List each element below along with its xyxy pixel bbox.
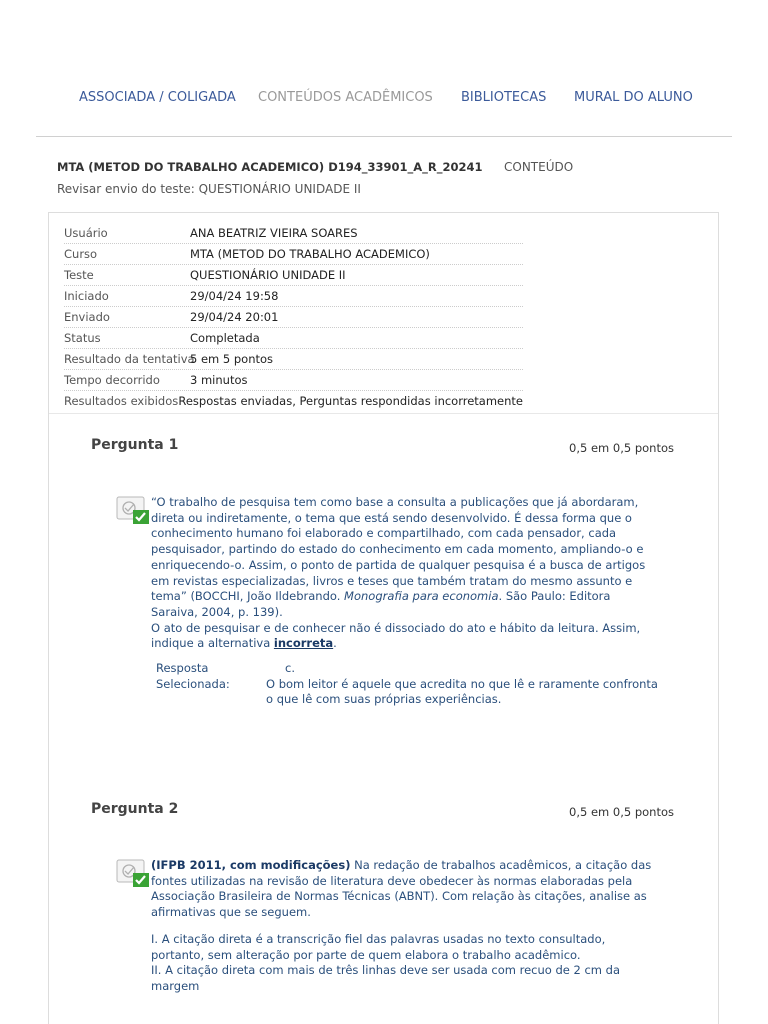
- top-navigation: [0, 0, 768, 137]
- info-value: 29/04/24 19:58: [190, 289, 279, 303]
- info-row-iniciado: [64, 286, 523, 307]
- emphasis-incorreta: incorreta: [273, 636, 334, 651]
- nav-associada-coligada[interactable]: ASSOCIADA / COLIGADA: [79, 90, 236, 105]
- info-value: Completada: [190, 331, 260, 345]
- info-label: Tempo decorrido: [64, 373, 160, 387]
- info-value: ANA BEATRIZ VIEIRA SOARES: [190, 226, 358, 240]
- answer-letter: c.: [285, 661, 295, 675]
- page-title: Revisar envio do teste: QUESTIONÁRIO UNIDADE II: [57, 182, 361, 196]
- nav-bibliotecas[interactable]: BIBLIOTECAS: [461, 90, 547, 105]
- question-2-paragraph: (IFPB 2011, com modificações) Na redação de trabalhos acadêmicos, a citação das fontes utilizadas na revisão de literatura deve obedecer às normas elaboradas pela Associação Brasileira de Normas Técnicas (ABNT). Com relação às citações, analise as afirmativas que se seguem.: [151, 858, 652, 920]
- info-value: Respostas enviadas, Perguntas respondidas incorretamente: [178, 394, 523, 408]
- attempt-info-table: [64, 223, 523, 411]
- info-row-usuario: [64, 223, 523, 244]
- section-divider: [49, 413, 718, 414]
- info-label: Status: [64, 331, 101, 345]
- question-2-item-2: II. A citação direta com mais de três linhas deve ser usada com recuo de 2 cm da margem: [151, 963, 621, 993]
- question-1-text: [151, 495, 659, 652]
- info-value: 5 em 5 pontos: [190, 352, 274, 366]
- info-label: Iniciado: [64, 289, 109, 303]
- question-1-title: Pergunta 1: [91, 437, 179, 453]
- question-2-title: Pergunta 2: [91, 801, 179, 817]
- info-value: QUESTIONÁRIO UNIDADE II: [190, 268, 346, 282]
- question-1-paragraph: “O trabalho de pesquisa tem como base a consulta a publicações que já abordaram, direta ou indiretamente, o tema que está sendo desenvolvido. É dessa forma que o conhecimento humano foi elaborado e compartilhado, com cada pensador, cada pesquisador, partindo do estado do conhecimento em cada momento, ampliando-o e enriquecendo-o. Assim, o ponto de partida de qualquer pesquisa é a busca de artigos em revistas especializadas, livros e teses que também tratam do mesmo assunto e tema” (BOCCHI, João Ildebrando. Monografia para economia. São Paulo: Editora Saraiva, 2004, p. 139).: [151, 495, 646, 619]
- review-panel: [48, 212, 719, 1024]
- answer-text: O bom leitor é aquele que acredita no que lê e raramente confronta o que lê com suas próprias experiências.: [266, 676, 658, 707]
- info-label: Curso: [64, 247, 98, 261]
- correct-answer-icon: [116, 858, 150, 888]
- course-breadcrumb[interactable]: MTA (METOD DO TRABALHO ACADEMICO) D194_33901_A_R_20241: [57, 160, 483, 174]
- nav-mural-do-aluno[interactable]: MURAL DO ALUNO: [574, 90, 693, 105]
- nav-divider: [36, 136, 732, 137]
- question-source: (IFPB 2011, com modificações): [151, 858, 351, 872]
- book-title: Monografia para economia: [344, 589, 499, 604]
- info-row-resultado: [64, 349, 523, 370]
- info-row-curso: [64, 244, 523, 265]
- question-1-prompt: O ato de pesquisar e de conhecer não é dissociado do ato e hábito da leitura. Assim, indique a alternativa incorreta.: [151, 620, 641, 651]
- question-2-item-1: I. A citação direta é a transcrição fiel das palavras usadas no texto consultado, portanto, sem alteração por parte de quem elabora o trabalho acadêmico.: [151, 931, 606, 962]
- info-row-resultados-exibidos: [64, 391, 523, 411]
- correct-answer-icon: [116, 495, 150, 525]
- info-row-tempo: [64, 370, 523, 391]
- info-row-teste: [64, 265, 523, 286]
- info-value: MTA (METOD DO TRABALHO ACADEMICO): [190, 247, 430, 261]
- info-label: Enviado: [64, 310, 110, 324]
- info-value: 29/04/24 20:01: [190, 310, 279, 324]
- answer-label: Resposta Selecionada:: [156, 661, 230, 691]
- info-row-enviado: [64, 307, 523, 328]
- question-2-text: [151, 858, 659, 995]
- nav-conteudos-academicos[interactable]: CONTEÚDOS ACADÊMICOS: [258, 90, 433, 105]
- content-breadcrumb[interactable]: CONTEÚDO: [504, 160, 574, 174]
- question-1-score: 0,5 em 0,5 pontos: [569, 441, 674, 455]
- info-row-status: [64, 328, 523, 349]
- question-2-score: 0,5 em 0,5 pontos: [569, 805, 674, 819]
- info-label: Resultados exibidos: [64, 394, 179, 408]
- info-label: Resultado da tentativa: [64, 352, 195, 366]
- info-value: 3 minutos: [190, 373, 248, 387]
- info-label: Teste: [64, 268, 94, 282]
- info-label: Usuário: [64, 226, 108, 240]
